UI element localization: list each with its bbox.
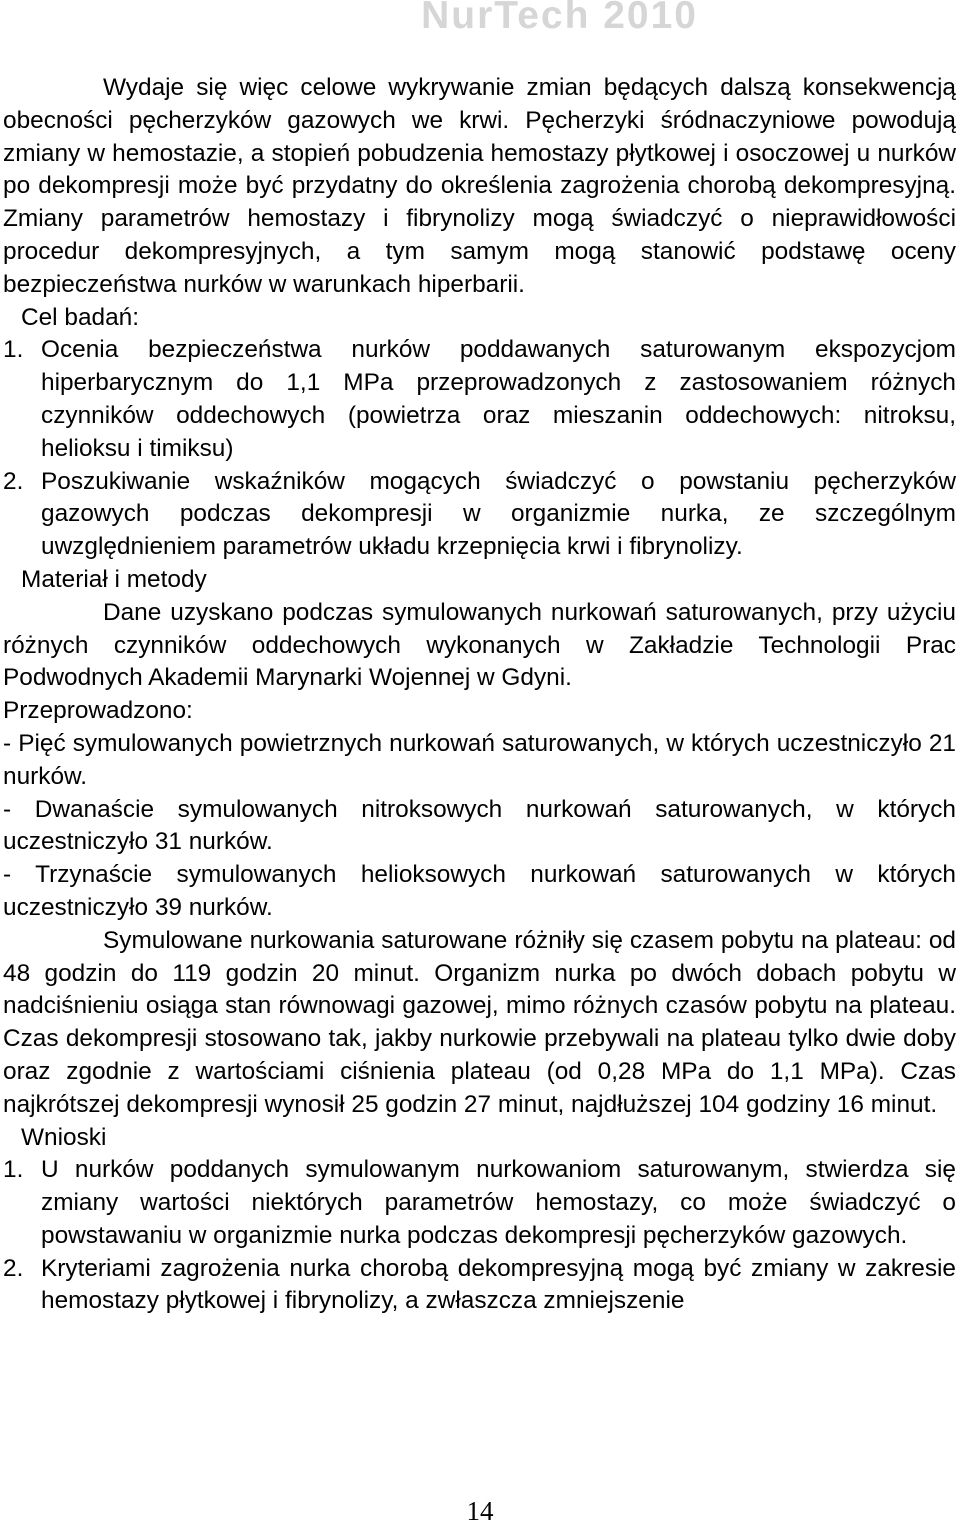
aim-item-2-text: Poszukiwanie wskaźników mogących świadczyć o powstaniu pęcherzyków gazowych podczas dekompresji w organizmie nurka, ze szczególnym uwzględnieniem parametrów układu krzepnięcia krwi i fibrynolizy. (41, 467, 956, 561)
aim-item-1-text: Ocenia bezpieczeństwa nurków poddawanych saturowanym ekspozycjom hiperbarycznym do 1,1 MPa przeprowadzonych z zastosowaniem różnych czynników oddechowych (powietrza oraz mieszanin oddechowych: nitroksu, helioksu i timiksu) (41, 336, 956, 462)
header-logo (0, 0, 960, 40)
methods-list-item-2: - Dwanaście symulowanych nitroksowych nurkowań saturowanych, w których uczestniczyło 31 nurków. (3, 795, 956, 856)
aim-item-2-number: 2. (3, 467, 24, 495)
document-body (3, 72, 956, 1318)
intro-paragraph: Wydaje się więc celowe wykrywanie zmian będących dalszą konsekwencją obecności pęcherzyków gazowych we krwi. Pęcherzyki śródnaczyniowe powodują zmiany w hemostazie, a stopień pobudzenia hemostazy płytkowej i osoczowej u nurków po dekompresji może być przydatny do określenia zagrożenia chorobą dekompresyjną. Zmiany parametrów hemostazy i fibrynolizy mogą świadczyć o nieprawidłowości procedur dekompresyjnych, a tym samym mogą stanowić podstawę oceny bezpieczeństwa nurków w warunkach hiperbarii. (3, 74, 956, 298)
methods-list-item-3: - Trzynaście symulowanych helioksowych nurkowań saturowanych w których uczestniczyło 39 nurków. (3, 861, 956, 921)
conclusion-item-2-text: Kryteriami zagrożenia nurka chorobą dekompresyjną mogą być zmiany w zakresie hemostazy płytkowej i fibrynolizy, a zwłaszcza zmniejszenie (41, 1254, 956, 1315)
aim-item-2 (3, 466, 956, 564)
conclusions-heading: Wnioski (21, 1123, 107, 1151)
page-number: 14 (466, 1496, 494, 1526)
aims-heading: Cel badań: (21, 303, 139, 331)
conclusion-item-1-text: U nurków poddanych symulowanym nurkowaniom saturowanym, stwierdza się zmiany wartości niektórych parametrów hemostazy, co może świadczyć o powstawaniu w organizmie nurka podczas dekompresji pęcherzyków gazowych. (41, 1156, 956, 1249)
conclusion-item-2 (3, 1253, 956, 1319)
methods-heading: Materiał i metody (21, 565, 207, 593)
aim-item-1-number: 1. (3, 336, 24, 364)
conclusion-item-2-number: 2. (3, 1254, 24, 1282)
methods-list-item-1: - Pięć symulowanych powietrznych nurkowań saturowanych, w których uczestniczyło 21 nurków. (3, 729, 956, 790)
header-logo-text: NurTech 2010 (421, 0, 698, 37)
conclusion-item-1-number: 1. (3, 1156, 24, 1184)
aim-item-1 (3, 334, 956, 465)
methods-details-paragraph: Symulowane nurkowania saturowane różniły się czasem pobytu na plateau: od 48 godzin do 119 godzin 20 minut. Organizm nurka po dwóch dobach pobytu w nadciśnieniu osiąga stan równowagi gazowej, mimo różnych czasów pobytu na plateau. Czas dekompresji stosowano tak, jakby nurkowie przebywali na plateau tylko dwie doby oraz zgodnie z wartościami ciśnienia plateau (od 0,28 MPa do 1,1 MPa). Czas najkrótszej dekompresji wynosił 25 godzin 27 minut, najdłuższej 104 godziny 16 minut. (3, 926, 956, 1118)
methods-intro-paragraph: Dane uzyskano podczas symulowanych nurkowań saturowanych, przy użyciu różnych czynników oddechowych wykonanych w Zakładzie Technologii Prac Podwodnych Akademii Marynarki Wojennej w Gdyni. (3, 598, 956, 692)
performed-label: Przeprowadzono: (3, 697, 193, 725)
conclusion-item-1 (3, 1154, 956, 1252)
